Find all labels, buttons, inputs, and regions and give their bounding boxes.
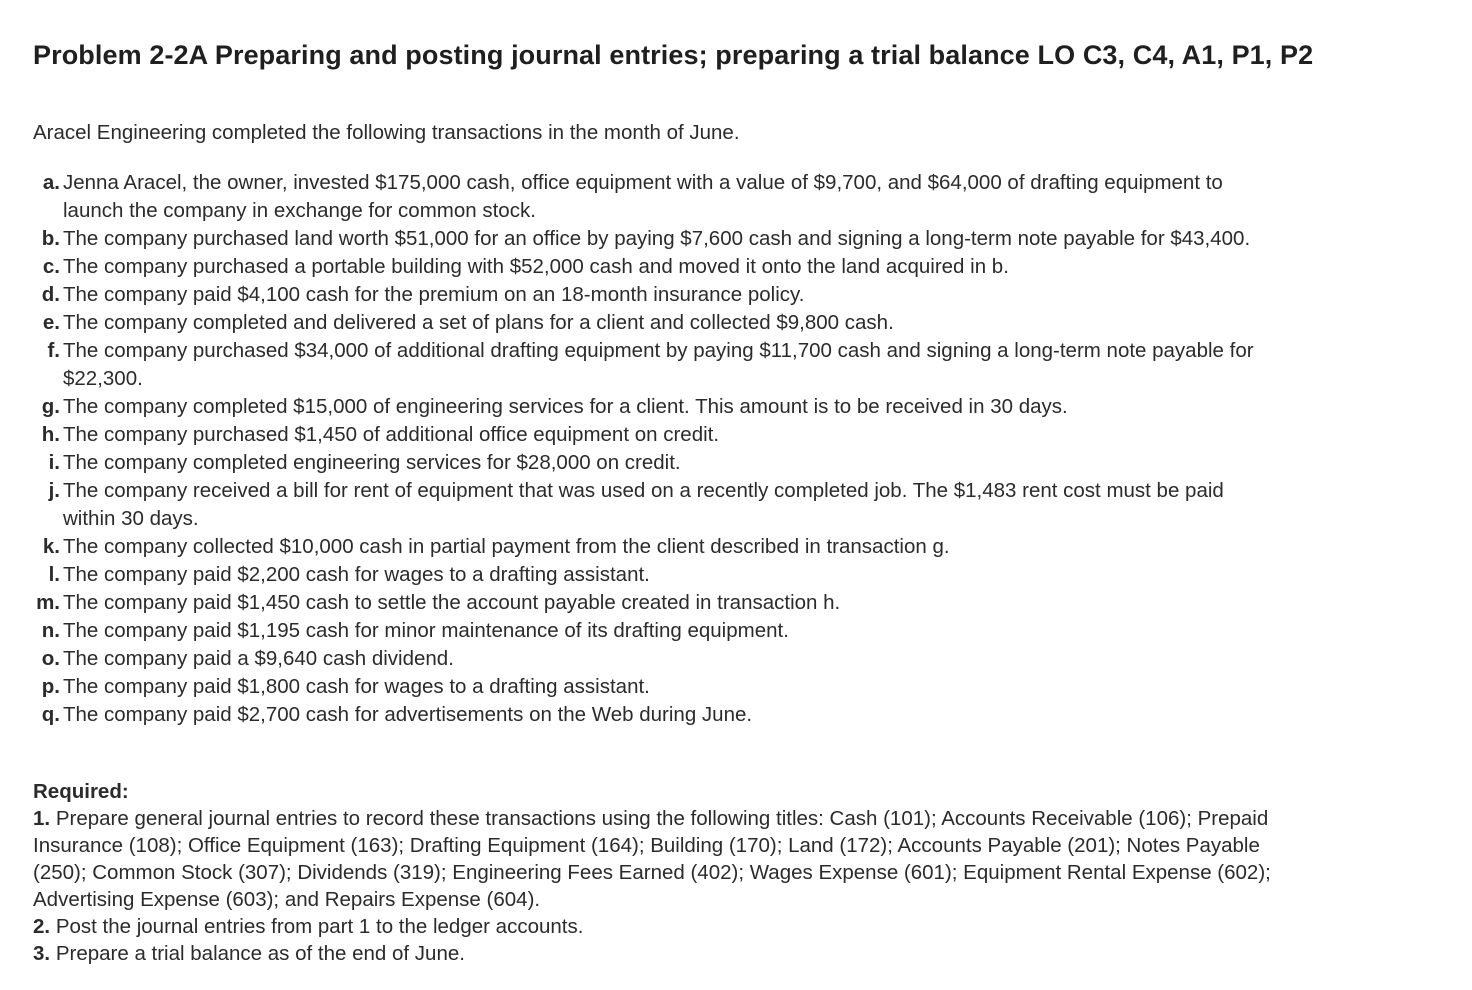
transaction-item [33, 701, 1453, 729]
transaction-text: The company received a bill for rent of equipment that was used on a recently completed job. The $1,483 rent cost must be paid [63, 479, 1224, 502]
transaction-text: The company paid $1,195 cash for minor maintenance of its drafting equipment. [63, 619, 789, 642]
transaction-item [33, 589, 1453, 617]
transaction-letter: c. [42, 255, 60, 278]
required-line [33, 859, 1453, 886]
required-text: Advertising Expense (603); and Repairs Expense (604). [33, 888, 541, 911]
transaction-text: The company paid a $9,640 cash dividend. [63, 647, 454, 670]
transaction-letter: g. [41, 395, 60, 418]
transaction-text: launch the company in exchange for common stock. [63, 199, 536, 222]
transaction-item [33, 477, 1453, 533]
transaction-text: The company paid $1,450 cash to settle the account payable created in transaction h. [63, 591, 841, 614]
transaction-letter: p. [41, 675, 60, 698]
transaction-letter: i. [48, 451, 60, 474]
transaction-letter: f. [47, 339, 60, 362]
required-number: 2. [33, 915, 51, 938]
intro-text: Aracel Engineering completed the following transactions in the month of June. [33, 121, 740, 144]
transaction-item [33, 281, 1453, 309]
transaction-text: The company completed $15,000 of engineering services for a client. This amount is to be received in 30 days. [63, 395, 1068, 418]
transaction-text: within 30 days. [63, 507, 199, 530]
transaction-letter: l. [48, 563, 60, 586]
transaction-item [33, 169, 1453, 225]
required-text: Prepare a trial balance as of the end of June. [55, 942, 465, 965]
required-section [33, 778, 1453, 967]
required-item [33, 940, 1453, 967]
transaction-letter: a. [42, 171, 60, 194]
required-line [33, 940, 1453, 967]
transaction-letter: m. [36, 591, 60, 614]
required-number: 3. [33, 942, 51, 965]
transaction-text: The company completed engineering services for $28,000 on credit. [63, 451, 681, 474]
required-line [33, 913, 1453, 940]
transaction-item [33, 253, 1453, 281]
transaction-item [33, 645, 1453, 673]
transaction-text: The company paid $2,200 cash for wages to a drafting assistant. [63, 563, 650, 586]
required-line [33, 832, 1453, 859]
transaction-letter: q. [41, 703, 60, 726]
required-text: Insurance (108); Office Equipment (163); Drafting Equipment (164); Building (170); Land (172); Accounts Payable (201); Notes Payable [33, 834, 1260, 857]
transaction-text: The company purchased $1,450 of additional office equipment on credit. [63, 423, 720, 446]
required-heading: Required: [33, 780, 129, 803]
problem-title: Problem 2-2A Preparing and posting journal entries; preparing a trial balance LO C3, C4, A1, P1, P2 [33, 40, 1314, 70]
required-line [33, 886, 1453, 913]
transaction-text: The company purchased $34,000 of additional drafting equipment by paying $11,700 cash and signing a long-term note payable for [63, 339, 1254, 362]
transaction-letter: o. [41, 647, 60, 670]
transaction-item [33, 617, 1453, 645]
transaction-letter: d. [41, 283, 60, 306]
transaction-text: The company purchased land worth $51,000 for an office by paying $7,600 cash and signing a long-term note payable for $43,400. [63, 227, 1251, 250]
required-item [33, 913, 1453, 940]
required-text: Prepare general journal entries to record these transactions using the following titles: Cash (101); Accounts Receivable (106); Prepaid [55, 807, 1269, 830]
transaction-item [33, 533, 1453, 561]
transaction-text: The company paid $2,700 cash for advertisements on the Web during June. [63, 703, 753, 726]
transaction-text: Jenna Aracel, the owner, invested $175,000 cash, office equipment with a value of $9,700, and $64,000 of drafting equipment to [63, 171, 1223, 194]
transaction-text: The company paid $1,800 cash for wages to a drafting assistant. [63, 675, 650, 698]
transaction-item [33, 449, 1453, 477]
transaction-letter: k. [42, 535, 60, 558]
transaction-text: $22,300. [63, 367, 143, 390]
transaction-item [33, 393, 1453, 421]
transaction-letter: h. [41, 423, 60, 446]
transaction-text: The company purchased a portable building with $52,000 cash and moved it onto the land acquired in b. [63, 255, 1009, 278]
transaction-text: The company collected $10,000 cash in partial payment from the client described in transaction g. [63, 535, 950, 558]
required-list [33, 805, 1453, 967]
required-item [33, 805, 1453, 913]
transaction-item [33, 561, 1453, 589]
transaction-text: The company completed and delivered a set of plans for a client and collected $9,800 cash. [63, 311, 894, 334]
transaction-letter: j. [48, 479, 60, 502]
required-text: Post the journal entries from part 1 to the ledger accounts. [55, 915, 584, 938]
transaction-item [33, 337, 1453, 393]
transaction-letter: n. [41, 619, 60, 642]
transaction-letter: b. [41, 227, 60, 250]
transaction-text: The company paid $4,100 cash for the premium on an 18-month insurance policy. [63, 283, 805, 306]
transaction-item [33, 309, 1453, 337]
transaction-item [33, 421, 1453, 449]
transaction-item [33, 673, 1453, 701]
transaction-item [33, 225, 1453, 253]
transaction-list [33, 169, 1453, 729]
required-line [33, 805, 1453, 832]
transaction-letter: e. [42, 311, 60, 334]
required-text: (250); Common Stock (307); Dividends (319); Engineering Fees Earned (402); Wages Expense (601); Equipment Rental Expense (602); [33, 861, 1271, 884]
required-number: 1. [33, 807, 51, 830]
